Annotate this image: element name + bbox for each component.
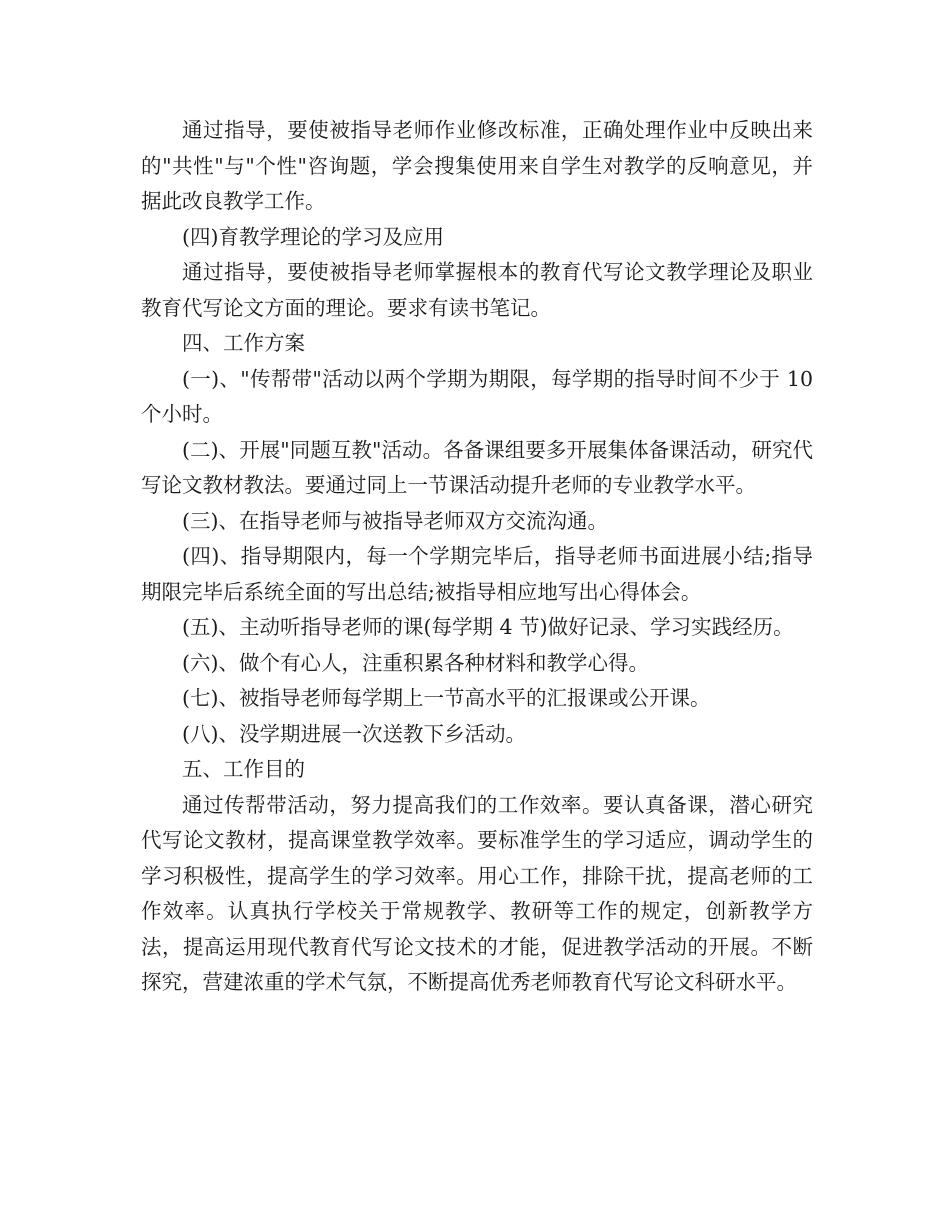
heading-theory-study: (四)育教学理论的学习及应用: [182, 224, 444, 249]
plan-item-3: (三)、在指导老师与被指导老师双方交流沟通。: [182, 508, 608, 533]
plan-item-2: (二)、开展"同题互教"活动。各备课组要多开展集体备课活动，研究代写论文教材教法。要通过同上一节课活动提升老师的专业教学水平。: [141, 437, 813, 497]
document-body: [141, 113, 813, 1001]
paragraph-work-goals: 通过传帮带活动，努力提高我们的工作效率。要认真备课，潜心研究代写论文教材，提高课堂教学效率。要标准学生的学习适应，调动学生的学习积极性，提高学生的学习效率。用心工作，排除干扰，提高老师的工作效率。认真执行学校关于常规教学、教研等工作的规定，创新教学方法，提高运用现代教育代写论文技术的才能，促进教学活动的开展。不断探究，营建浓重的学术气氛，不断提高优秀老师教育代写论文科研水平。: [141, 792, 813, 994]
plan-item-7: (七)、被指导老师每学期上一节高水平的汇报课或公开课。: [182, 686, 711, 710]
section-heading-work-plan: 四、工作方案: [182, 331, 305, 355]
section-heading-work-goals: 五、工作目的: [182, 757, 305, 781]
plan-item-5: (五)、主动听指导老师的课(每学期 4 节)做好记录、学习实践经历。: [182, 615, 794, 639]
plan-item-6: (六)、做个有心人，注重积累各种材料和教学心得。: [182, 650, 649, 675]
plan-item-4: (四)、指导期限内，每一个学期完毕后，指导老师书面进展小结;指导期限完毕后系统全面的写出总结;被指导相应地写出心得体会。: [141, 544, 813, 604]
paragraph-guidance-theory: 通过指导，要使被指导老师掌握根本的教育代写论文教学理论及职业教育代写论文方面的理论。要求有读书笔记。: [141, 260, 813, 320]
paragraph-guidance-homework: 通过指导，要使被指导老师作业修改标准，正确处理作业中反映出来的"共性"与"个性"咨询题，学会搜集使用来自学生对教学的反响意见，并据此改良教学工作。: [141, 118, 813, 213]
plan-item-8: (八)、没学期进展一次送教下乡活动。: [182, 721, 526, 746]
plan-item-1: (一)、"传帮带"活动以两个学期为期限，每学期的指导时间不少于 10 个小时。: [141, 366, 813, 426]
